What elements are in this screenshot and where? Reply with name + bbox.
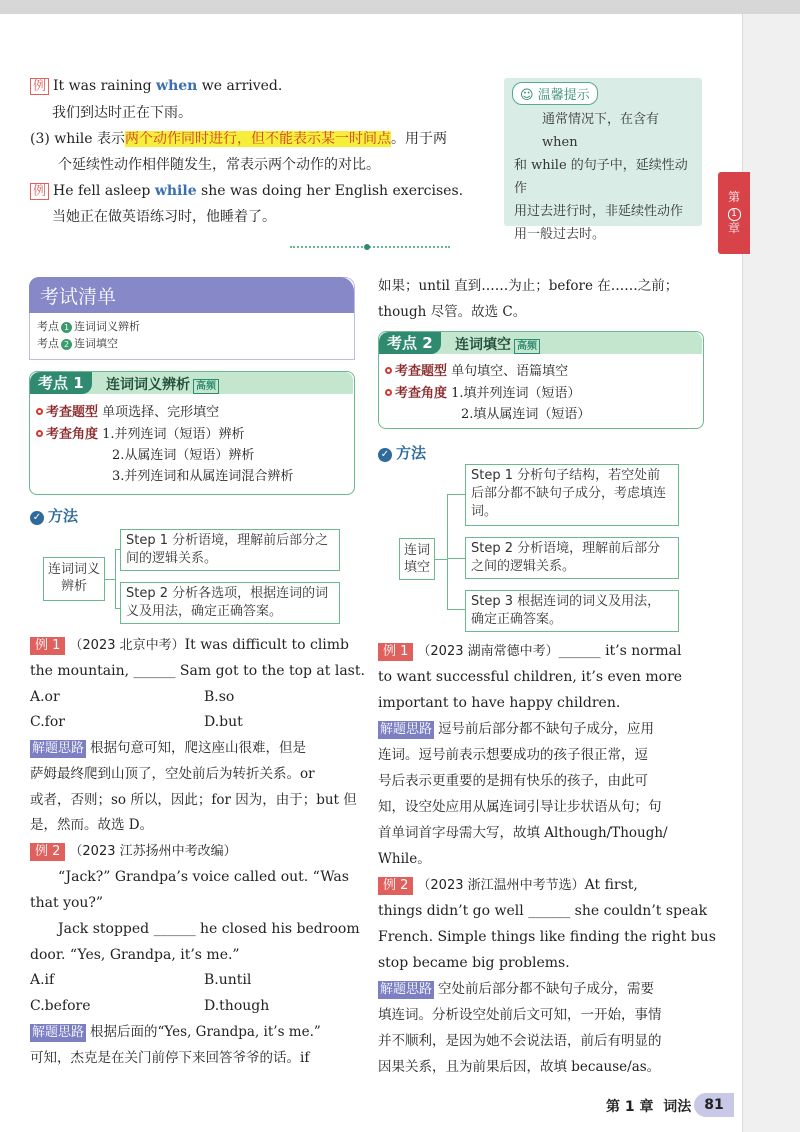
question-line: “Jack?” Grandpa’s voice called out. “Was — [58, 869, 349, 885]
section-divider — [290, 246, 450, 248]
example-when-translation: 我们到达时正在下雨。 — [52, 105, 192, 121]
question-line: stop became big problems. — [378, 955, 570, 971]
connector — [447, 494, 466, 610]
point1-method-heading: ✓ 方法 — [30, 505, 78, 526]
question-line: things didn’t go well ______ she couldn’t speak — [378, 903, 708, 919]
bullet-icon — [36, 408, 43, 415]
analysis-line: While。 — [378, 851, 431, 867]
left-example-1-analysis: 解题思路 根据句意可知，爬这座山很难，但是 — [32, 740, 307, 756]
chapter-tab[interactable]: 第 1 章 — [718, 172, 750, 254]
bullet-icon — [385, 367, 392, 374]
analysis-line: 是，然而。故选 D。 — [30, 817, 154, 833]
point1-angle-item: 3.并列连词和从属连词混合辨析 — [112, 469, 294, 484]
point2-method-heading: ✓ 方法 — [378, 442, 426, 463]
analysis-line: 如果；until 直到……为止；before 在……之前； — [378, 278, 679, 294]
analysis-label: 解题思路 — [32, 741, 85, 756]
left-example-1-question: 例 1 （2023 北京中考）It was difficult to climb — [30, 632, 349, 659]
analysis-line: 首单词首字母需大写，故填 Although/Though/ — [378, 825, 668, 841]
book-spine — [742, 14, 800, 1132]
tip-body: 通常情况下，在含有 when 和 while 的句子中，延续性动作 用过去进行时，非延续性动作 用一般过去时。 — [514, 112, 688, 242]
example-label: 例 2 — [30, 843, 65, 861]
point2-step-3: Step 3 根据连词的词义及用法， 确定正确答案。 — [465, 590, 679, 632]
frequency-badge: 高频 — [514, 339, 540, 354]
point2-tag: 考点 2 — [379, 332, 441, 354]
question-line: important to have happy children. — [378, 695, 621, 711]
question-line: French. Simple things like finding the right bus — [378, 929, 716, 945]
point1-tag: 考点 1 — [30, 372, 92, 394]
point1-angle: 考查角度 1.并列连词（短语）辨析 — [36, 425, 245, 445]
point2-angle-item: 2.填从属连词（短语） — [461, 407, 591, 422]
analysis-line: 知，设空处应用从属连词引导让步状语从句；句 — [378, 799, 662, 815]
question-line: the mountain, ______ Sam got to the top at last. — [30, 663, 365, 679]
option-d[interactable]: D.though — [204, 998, 270, 1014]
option-c[interactable]: C.before — [30, 998, 91, 1014]
option-d[interactable]: D.but — [204, 714, 243, 730]
option-b[interactable]: B.so — [204, 689, 235, 705]
point2-angle: 考查角度 1.填并列连词（短语） — [385, 384, 581, 404]
point2-type: 考查题型 单句填空、语篇填空 — [385, 362, 568, 382]
analysis-line: 或者，否则；so 所以，因此；for 因为，由于；but 但 — [30, 792, 357, 808]
example-marker: 例 — [30, 78, 49, 95]
bullet-icon — [36, 430, 43, 437]
analysis-label: 解题思路 — [380, 722, 433, 737]
bullet-icon — [385, 389, 392, 396]
point1-step-2: Step 2 分析各选项，根据连词的词 义及用法，确定正确答案。 — [120, 582, 340, 624]
highlighted-rule: 两个动作同时进行，但不能表示某一时间点 — [124, 131, 391, 147]
page-top-strip — [0, 0, 800, 14]
point1-type: 考查题型 单项选择、完形填空 — [36, 403, 219, 423]
rule-while-continued: 个延续性动作相伴随发生，常表示两个动作的对比。 — [58, 157, 380, 173]
right-example-2-analysis: 解题思路 空处前后部分都不缺句子成分，需要 — [380, 981, 655, 997]
analysis-line: though 尽管。故选 C。 — [378, 304, 527, 320]
page-number: 81 — [694, 1093, 734, 1117]
question-line: to want successful children, it’s even more — [378, 669, 683, 685]
exam-list-item[interactable]: 考点 2 连词填空 — [37, 337, 118, 350]
question-line: that you?” — [30, 895, 104, 911]
right-example-1-analysis: 解题思路 逗号前后部分都不缺句子成分，应用 — [380, 721, 655, 737]
option-a[interactable]: A.if — [30, 972, 55, 988]
left-example-2-header: 例 2 （2023 江苏扬州中考改编） — [30, 838, 237, 865]
tip-title: ☺ 温馨提示 — [512, 82, 598, 105]
point1-angle-item: 2.从属连词（短语）辨析 — [112, 448, 255, 463]
example-when: 例 It was raining when we arrived. — [30, 75, 282, 97]
example-label: 例 2 — [378, 877, 413, 895]
option-c[interactable]: C.for — [30, 714, 65, 730]
example-while: 例 He fell asleep while she was doing her English exercises. — [30, 180, 463, 202]
point1-step-1: Step 1 分析语境，理解前后部分之 间的逻辑关系。 — [120, 529, 340, 571]
point2-step-2: Step 2 分析语境，理解前后部分 之间的逻辑关系。 — [465, 537, 679, 579]
divider-dot — [364, 244, 370, 250]
example-while-translation: 当她正在做英语练习时，他睡着了。 — [52, 209, 276, 225]
footer-chapter: 第 1 章 词法 — [606, 1099, 692, 1115]
point1-title: 连词词义辨析 高频 — [106, 374, 219, 394]
example-label: 例 1 — [378, 643, 413, 661]
point2-step-1: Step 1 分析句子结构，若空处前 后部分都不缺句子成分，考虑填连 词。 — [465, 464, 679, 526]
question-line: Jack stopped ______ he closed his bedroom — [58, 921, 360, 937]
exam-list-title: 考试清单 — [40, 286, 117, 308]
exam-list-item[interactable]: 考点 1 连词词义辨析 — [37, 320, 140, 333]
option-a[interactable]: A.or — [30, 689, 60, 705]
point2-method-root: 连词 填空 — [399, 538, 435, 580]
right-example-2-question: 例 2 （2023 浙江温州中考节选）At first, — [378, 872, 638, 899]
analysis-line: 并不顺利，是因为她不会说法语，前后有明显的 — [378, 1033, 662, 1049]
right-example-1-question: 例 1 （2023 湖南常德中考）______ it’s normal — [378, 638, 682, 665]
point2-title: 连词填空 高频 — [455, 334, 540, 354]
connector — [435, 559, 447, 560]
analysis-line: 可知，杰克是在关门前停下来回答爷爷的话。if — [30, 1050, 310, 1066]
analysis-label: 解题思路 — [380, 982, 433, 997]
example-label: 例 1 — [30, 637, 65, 655]
analysis-line: 因果关系，且为前果后因，故填 because/as。 — [378, 1059, 661, 1075]
check-icon: ✓ — [30, 511, 44, 525]
connector — [447, 558, 465, 559]
analysis-label: 解题思路 — [32, 1025, 85, 1040]
point1-method-root: 连词词义 辨析 — [43, 557, 105, 601]
option-b[interactable]: B.until — [204, 972, 252, 988]
analysis-line: 萨姆最终爬到山顶了，空处前后为转折关系。or — [30, 766, 315, 782]
check-icon: ✓ — [378, 448, 392, 462]
frequency-badge: 高频 — [193, 379, 219, 394]
question-line: door. “Yes, Grandpa, it’s me.” — [30, 947, 240, 963]
analysis-line: 连词。逗号前表示想要成功的孩子很正常，逗 — [378, 747, 648, 763]
analysis-line: 号后表示更重要的是拥有快乐的孩子，由此可 — [378, 773, 648, 789]
analysis-line: 填连词。分析设空处前后文可知，一开始，事情 — [378, 1007, 662, 1023]
left-example-2-analysis: 解题思路 根据后面的“Yes, Grandpa, it’s me.” — [32, 1024, 321, 1040]
rule-while: (3) while 表示两个动作同时进行，但不能表示某一时间点。用于两 — [30, 131, 447, 147]
example-marker: 例 — [30, 183, 49, 200]
lightbulb-icon: ☺ — [520, 88, 534, 103]
connector — [105, 579, 115, 580]
